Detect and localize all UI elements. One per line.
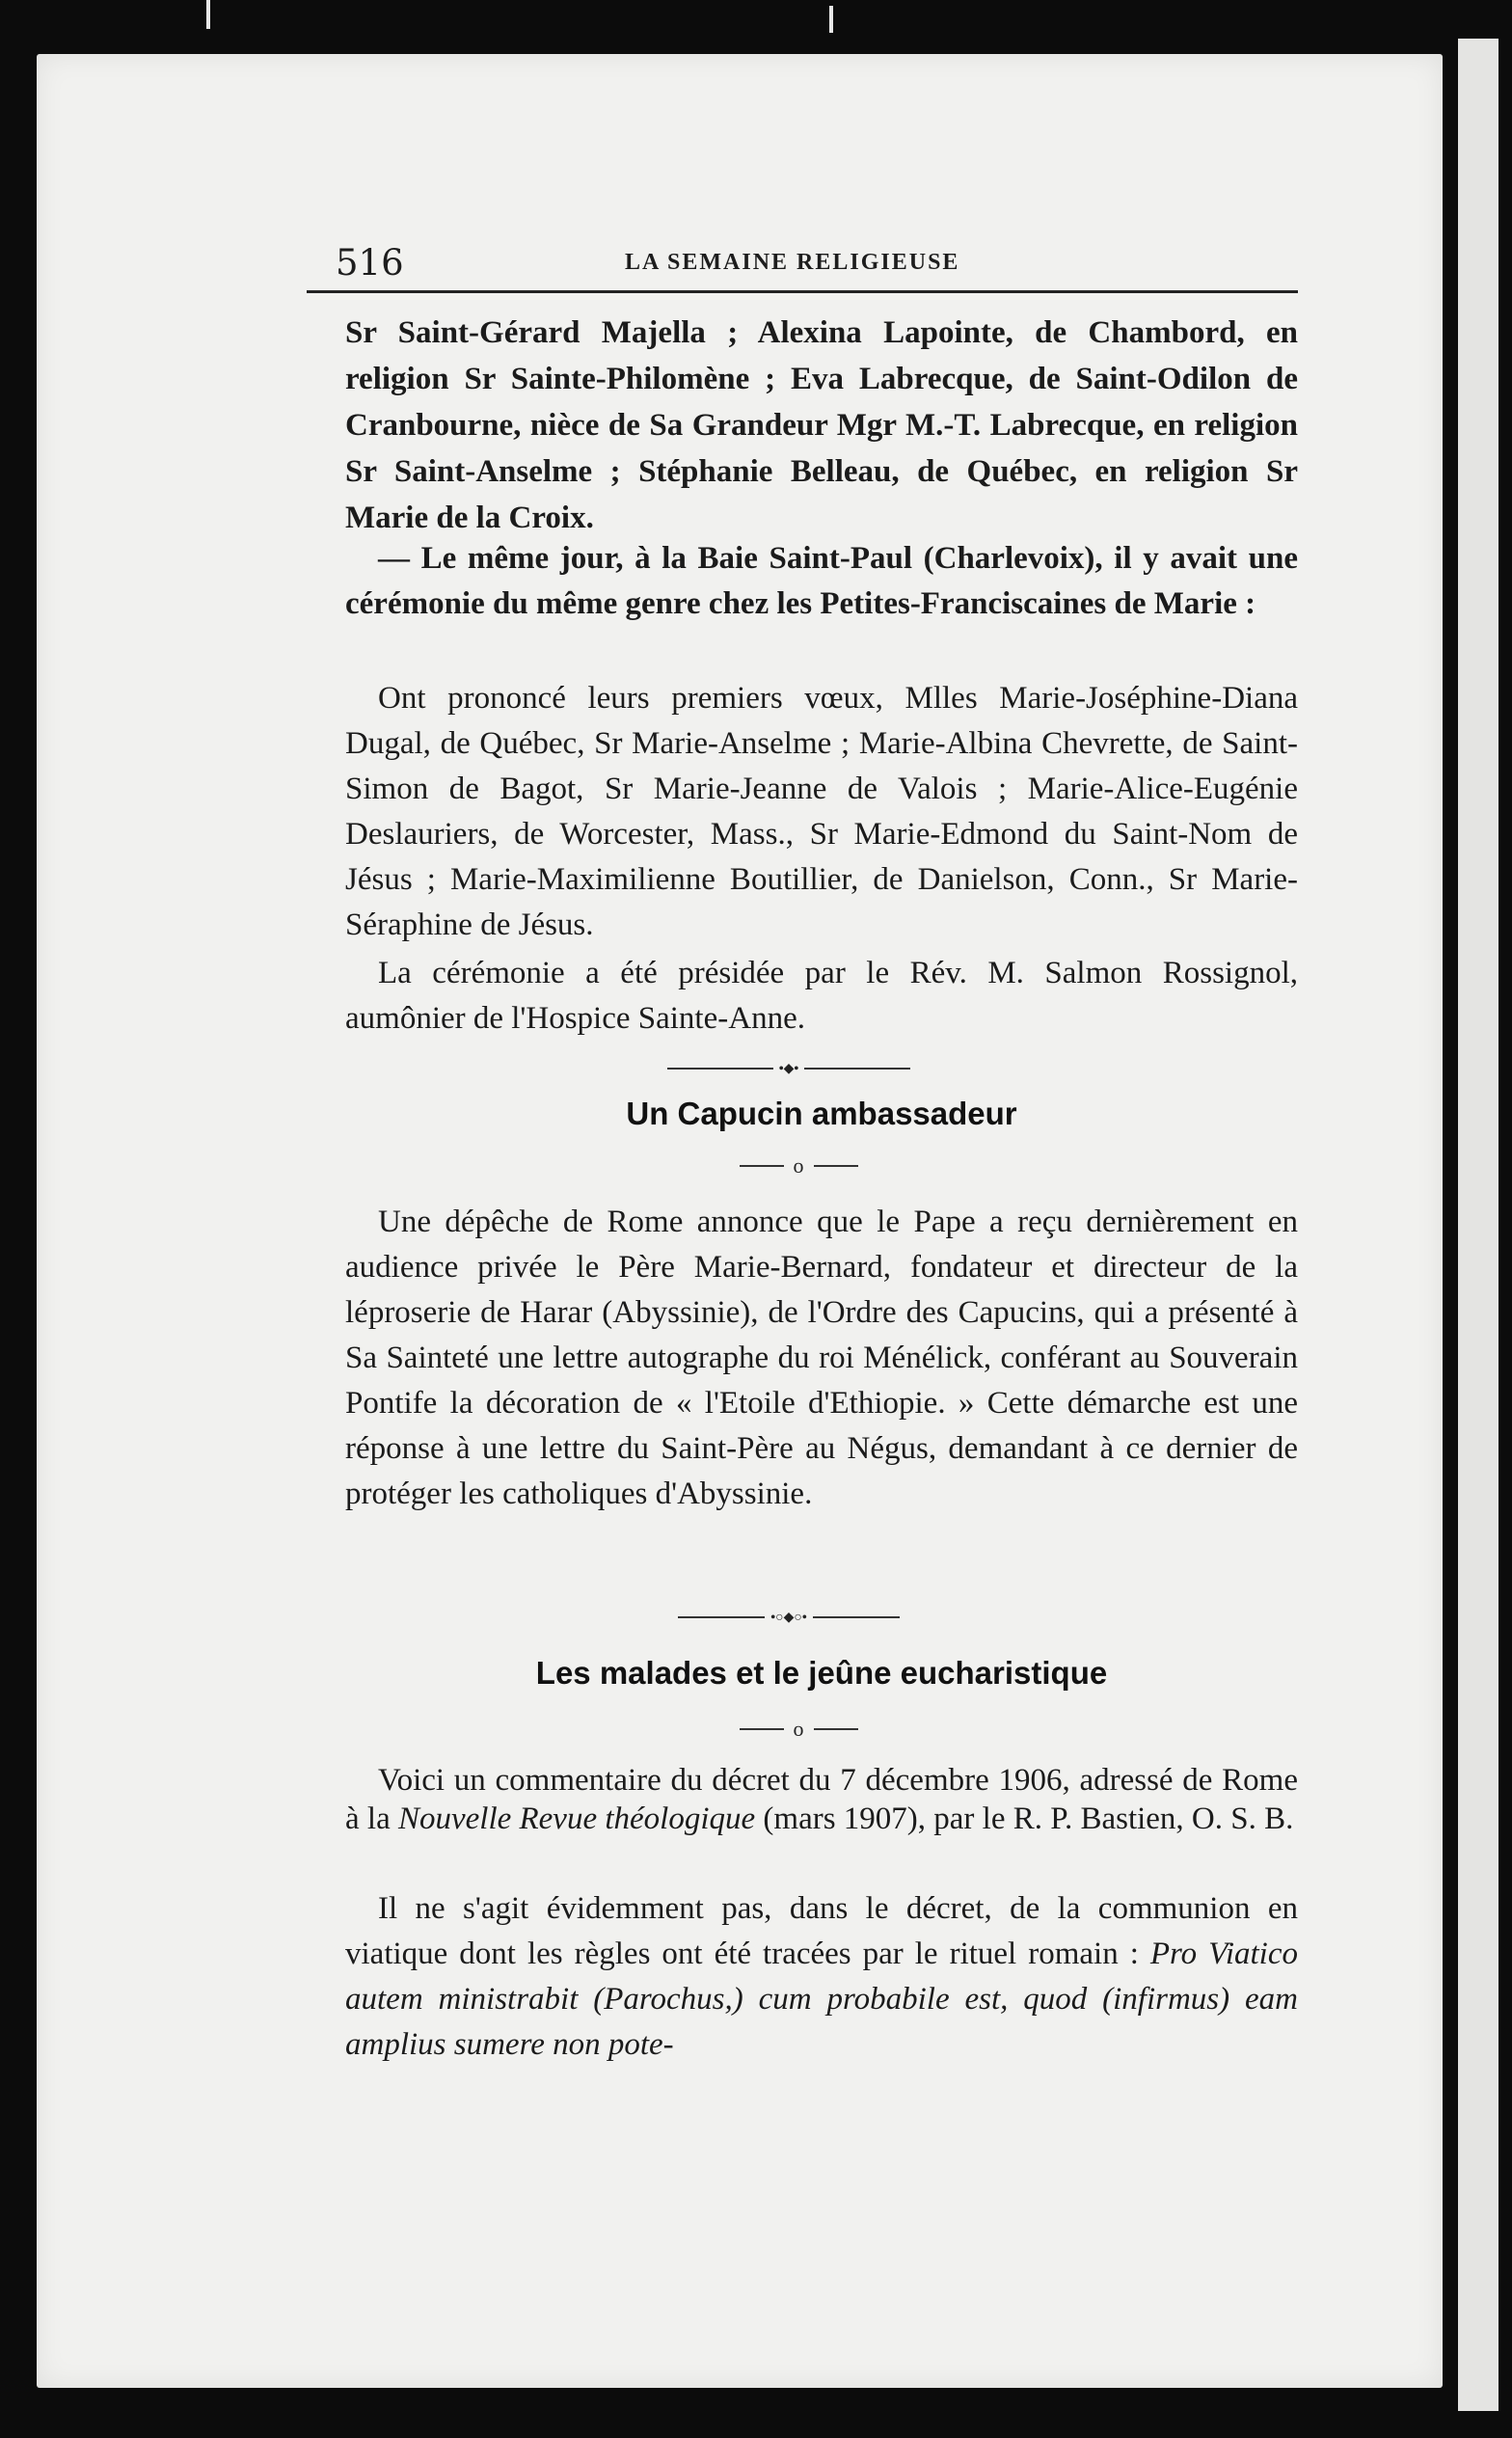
section-heading: Un Capucin ambassadeur	[626, 1096, 1017, 1131]
section-divider: •○◆○•	[644, 1609, 933, 1628]
page-number: 516	[336, 242, 404, 284]
paragraph	[345, 1761, 1298, 1838]
latin-quotation: Pro Viatico autem ministrabit (Parochus,) cum probabile est, quod (infirmus) eam amplius sumere non pote-	[345, 1937, 1298, 2062]
paragraph: Une dépêche de Rome annonce que le Pape a reçu dernièrement en audience privée le Père Marie-Bernard, fondateur et directeur de la léproserie de Harar (Abyssinie), de l'Ordre des Capucins, qui a présenté à Sa Sainteté une lettre autographe du roi Ménélick, conférant au Souverain Pontife la décoration de « l'Etoile d'Ethiopie. » Cette démarche est une réponse à une lettre du Saint-Père au Négus, demandant à ce dernier de protéger les catholiques d'Abyssinie.	[345, 1205, 1298, 1511]
heading-rule: o	[721, 1715, 876, 1742]
journal-title: Nouvelle Revue théologique	[397, 1801, 756, 1836]
paragraph: — Le même jour, à la Baie Saint-Paul (Charlevoix), il y avait une cérémonie du même genre chez les Petites-Franciscaines de Marie :	[345, 541, 1298, 621]
scan-mark	[206, 0, 210, 29]
text-run: Il ne s'agit évidemment pas, dans le décret, de la communion en viatique dont les règles ont été tracées par le rituel romain :	[345, 1891, 1298, 1971]
paragraph: La cérémonie a été présidée par le Rév. M. Salmon Rossignol, aumônier de l'Hospice Sainte-Anne.	[345, 956, 1298, 1036]
page-header	[307, 242, 1298, 293]
paragraph: Sr Saint-Gérard Majella ; Alexina Lapointe, de Chambord, en religion Sr Sainte-Philomène ; Eva Labrecque, de Saint-Odilon de Cranbourne, nièce de Sa Grandeur Mgr M.-T. Labrecque, en religion Sr Saint-Anselme ; Stéphanie Belleau, de Québec, en religion Sr Marie de la Croix.	[345, 315, 1298, 535]
scan-mark	[829, 6, 833, 33]
adjacent-page-edge	[1458, 39, 1498, 2411]
text-run: (mars 1907), par le R. P. Bastien, O. S. B.	[755, 1801, 1294, 1836]
text-run: Voici un commentaire du décret du 7 décembre 1906, adressé de Rome à la	[345, 1763, 1298, 1836]
section-divider: •◆•	[625, 1060, 953, 1079]
book-page	[37, 54, 1443, 2388]
running-title: LA SEMAINE RELIGIEUSE	[625, 250, 960, 275]
paragraph: Ont prononcé leurs premiers vœux, Mlles Marie-Joséphine-Diana Dugal, de Québec, Sr Marie-Anselme ; Marie-Albina Chevrette, de Saint-Simon de Bagot, Sr Marie-Jeanne de Valois ; Marie-Alice-Eugénie Deslauriers, de Worcester, Mass., Sr Marie-Edmond du Saint-Nom de Jésus ; Marie-Maximilienne Boutillier, de Danielson, Conn., Sr Marie-Séraphine de Jésus.	[345, 681, 1298, 942]
heading-rule: o	[721, 1151, 876, 1178]
paragraph	[345, 1886, 1298, 2068]
section-heading: Les malades et le jeûne eucharistique	[535, 1655, 1108, 1691]
